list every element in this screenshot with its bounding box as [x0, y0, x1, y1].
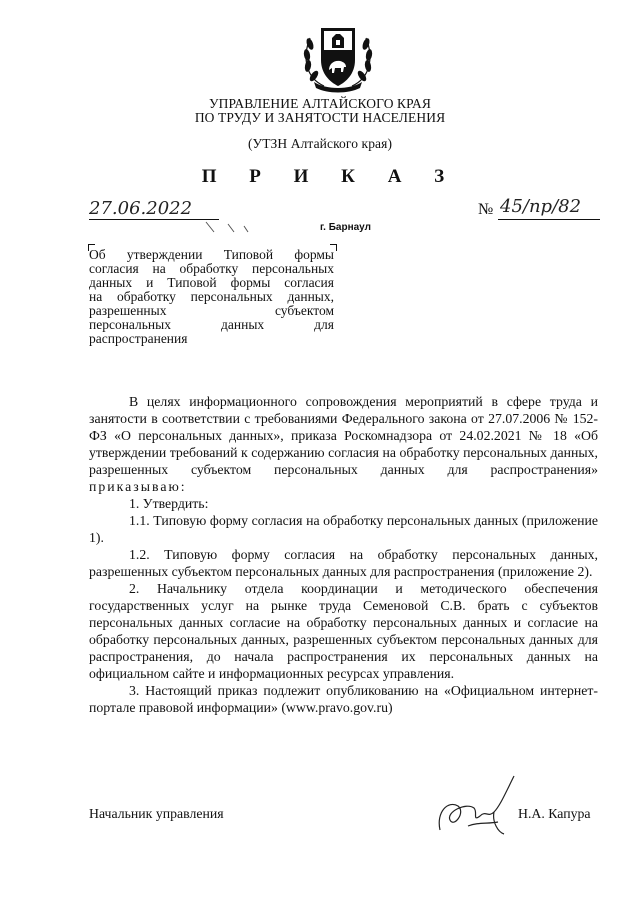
subject-line: данных и Типовой формы согласия [89, 275, 334, 290]
signatory-position: Начальник управления [89, 806, 224, 821]
intro-text: В целях информационного сопровождения мероприятий в сфере труда и занятости в соответствии с требованиями Федерального закона от 27.07.2006 № 152-ФЗ «О персональных данных», приказа Роскомнадзора от 24.02.2021 № 18 «Об утверждении требований к содержанию согласия на обработку персональных данных, разрешенных субъектом персональных данных для распространения» [89, 394, 598, 477]
coat-of-arms-emblem [296, 20, 380, 94]
item-1: 1. Утвердить: [129, 496, 209, 511]
item-3: 3. Настоящий приказ подлежит опубликованию на «Официальном интернет-портале правовой информации» (www.pravo.gov.ru) [89, 683, 598, 715]
item-1-2: 1.2. Типовую форму согласия на обработку персональных данных, разрешенных субъектом персональных данных для распространения (приложение 2). [89, 547, 598, 579]
order-word: приказываю: [89, 479, 187, 494]
signatory-name: Н.А. Капура [518, 806, 591, 821]
subject-line: распространения [89, 331, 188, 346]
document-date: 27.06.2022 [89, 198, 193, 219]
handwritten-signature [428, 772, 528, 847]
subject-line: разрешенных субъектом [89, 303, 334, 318]
subject-line: персональных данных для [89, 317, 334, 332]
subject-line: Об утверждении Типовой формы [89, 247, 334, 262]
item-2: 2. Начальнику отдела координации и методического обеспечения государственных услуг на рынке труда Семеновой С.В. брать с субъектов персональных данных согласие на обработку персональных данных и согласие на обработку персональных данных, разрешенных субъектом персональных данных для распространения, до начала распространения их персональных данных на официальном сайте и информационных ресурсах управления. [89, 581, 598, 681]
date-underline [89, 219, 219, 220]
subject-line: согласия на обработку персональных [89, 261, 334, 276]
document-type-title: П Р И К А З [201, 166, 459, 187]
order-subject [89, 248, 334, 346]
document-number: 45/пр/82 [500, 196, 582, 217]
document-city: г. Барнаул [320, 222, 371, 233]
org-name-line1: УПРАВЛЕНИЕ АЛТАЙСКОГО КРАЯ [209, 96, 431, 111]
org-short-name: (УТЗН Алтайского края) [247, 136, 393, 151]
org-name-line2: ПО ТРУДУ И ЗАНЯТОСТИ НАСЕЛЕНИЯ [194, 110, 446, 125]
intro-paragraph [89, 393, 598, 495]
item-1-1: 1.1. Типовую форму согласия на обработку персональных данных (приложение 1). [89, 513, 598, 545]
order-body [89, 393, 598, 716]
subject-line: на обработку персональных данных, [89, 289, 334, 304]
number-underline [498, 219, 600, 220]
stamp-tick-marks [204, 220, 264, 245]
number-prefix: № [478, 201, 494, 218]
